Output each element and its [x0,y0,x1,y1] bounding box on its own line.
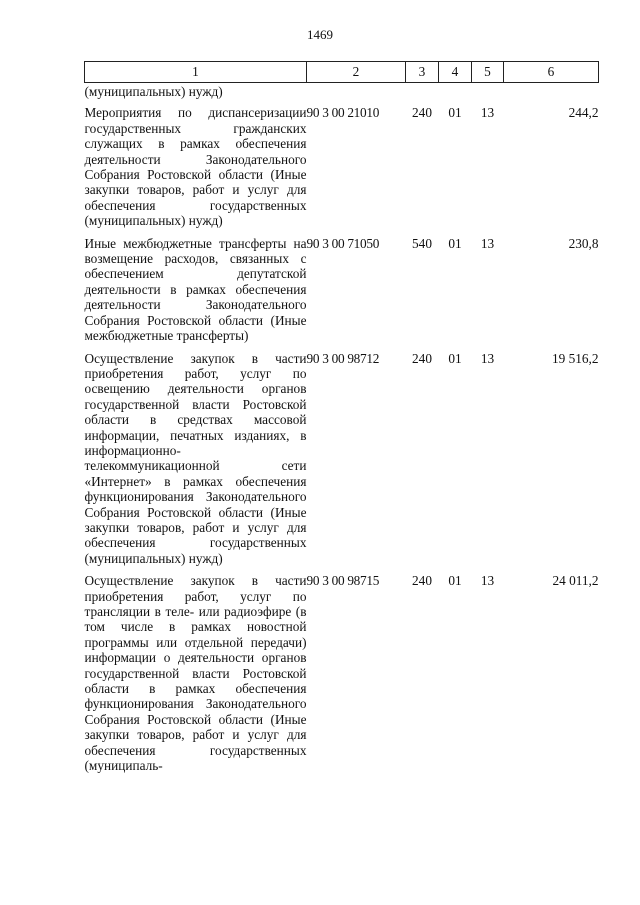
row-pr: 13 [480,105,495,121]
row-code [307,83,406,106]
row-amount: 244,2 [568,105,599,121]
row-amount: 19 516,2 [551,350,599,366]
row-description: Мероприятия по диспансеризации государственных гражданских служащих в рамках обеспечения деятельности Законодательного Собрания Ростовской области (Иные закупки товаров, работ и услуг для обеспечения государственных (муниципальных) нужд) [84,105,307,229]
row-pr [472,83,504,106]
row-rz: 01 [448,573,462,589]
budget-table [84,61,599,780]
column-header-vr: 3 [406,62,439,83]
row-rz: 01 [448,350,462,366]
column-header-pr: 5 [472,62,504,83]
column-header-description: 1 [85,62,307,83]
row-code: 90 3 00 21010 [306,105,380,121]
row-vr: 240 [412,350,432,366]
column-header-amount: 6 [504,62,599,83]
row-description: Иные межбюджетные трансферты на возмещение расходов, связанных с обеспечением депутатской деятельности в рамках обеспечения деятельности Законодательного Собрания Ростовской области (Иные межбюджетные трансферты) [84,235,307,344]
row-rz [439,83,472,106]
column-header-rz: 4 [439,62,472,83]
row-code: 90 3 00 98715 [306,573,380,589]
table-row [85,351,599,574]
row-pr: 13 [480,350,495,366]
row-description: (муниципальных) нужд) [84,84,223,99]
column-header-code: 2 [307,62,406,83]
row-pr: 13 [480,235,495,251]
row-vr: 240 [412,105,432,121]
row-amount: 24 011,2 [552,573,599,589]
row-code: 90 3 00 71050 [306,235,380,251]
row-description: Осуществление закупок в части приобретения работ, услуг по трансляции в теле- или радиоэфире (в том числе в рамках новостной программы или отдельной передачи) информации о деятельности органов государственной власти Ростовской области в рамках обеспечения функционирования Законодательного Собрания Ростовской области (Иные закупки товаров, работ и услуг для обеспечения государственных (муниципаль- [84,573,307,774]
row-vr: 240 [412,573,432,589]
row-rz: 01 [448,235,462,251]
row-amount: 230,8 [568,235,599,251]
row-amount [504,83,599,106]
table-row [85,83,599,106]
table-row [85,573,599,780]
row-code: 90 3 00 98712 [306,350,380,366]
table-header-row [85,62,599,83]
table-row [85,236,599,351]
table-row [85,105,599,235]
row-vr [406,83,439,106]
row-pr: 13 [480,573,495,589]
page-number: 1469 [307,27,333,42]
row-description: Осуществление закупок в части приобретения работ, услуг по освещению деятельности органов государственной власти Ростовской области в средствах массовой информации, печатных изданиях, в информационно-телекоммуникационной сети «Интернет» в рамках обеспечения функционирования Законодательного Собрания Ростовской области (Иные закупки товаров, работ и услуг для обеспечения государственных (муниципальных) нужд) [84,350,307,566]
row-rz: 01 [448,105,462,121]
row-vr: 540 [412,235,432,251]
